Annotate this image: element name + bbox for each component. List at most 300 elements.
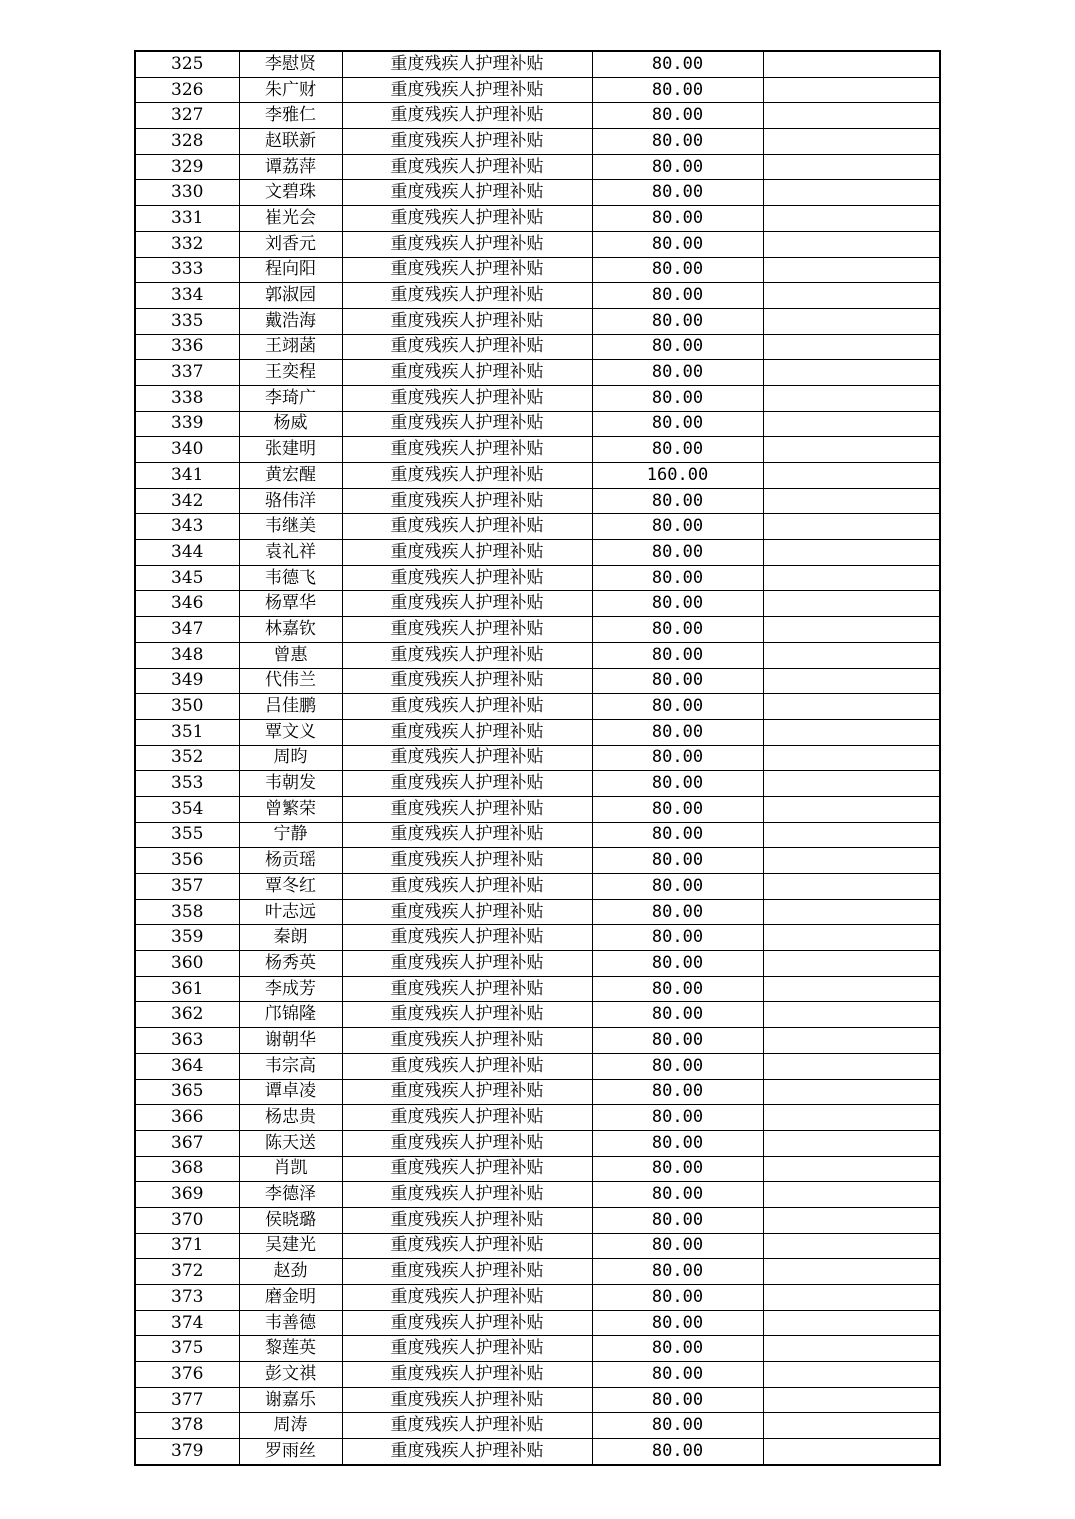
recipient-name-cell: 谭荔萍 <box>239 154 342 180</box>
table-row <box>135 103 940 129</box>
table-row <box>135 1028 940 1054</box>
amount-cell: 80.00 <box>592 1259 763 1285</box>
remark-cell <box>763 437 940 463</box>
recipient-name-cell: 赵劲 <box>239 1259 342 1285</box>
amount-cell: 80.00 <box>592 514 763 540</box>
amount-cell: 80.00 <box>592 1002 763 1028</box>
remark-cell <box>763 771 940 797</box>
remark-cell <box>763 180 940 206</box>
remark-cell <box>763 463 940 489</box>
recipient-name-cell: 林嘉钦 <box>239 617 342 643</box>
table-row <box>135 180 940 206</box>
row-number-cell: 351 <box>135 719 239 745</box>
recipient-name-cell: 朱广财 <box>239 77 342 103</box>
subsidy-type-cell: 重度残疾人护理补贴 <box>342 1182 592 1208</box>
row-number-cell: 338 <box>135 385 239 411</box>
row-number-cell: 372 <box>135 1259 239 1285</box>
table-row <box>135 976 940 1002</box>
subsidy-type-cell: 重度残疾人护理补贴 <box>342 257 592 283</box>
remark-cell <box>763 925 940 951</box>
amount-cell: 80.00 <box>592 129 763 155</box>
row-number-cell: 371 <box>135 1233 239 1259</box>
amount-cell: 80.00 <box>592 1387 763 1413</box>
table-row <box>135 719 940 745</box>
subsidy-type-cell: 重度残疾人护理补贴 <box>342 694 592 720</box>
subsidy-type-cell: 重度残疾人护理补贴 <box>342 283 592 309</box>
table-row <box>135 796 940 822</box>
table-row <box>135 1182 940 1208</box>
row-number-cell: 348 <box>135 642 239 668</box>
remark-cell <box>763 796 940 822</box>
remark-cell <box>763 976 940 1002</box>
row-number-cell: 326 <box>135 77 239 103</box>
row-number-cell: 367 <box>135 1130 239 1156</box>
remark-cell <box>763 1156 940 1182</box>
recipient-name-cell: 杨威 <box>239 411 342 437</box>
remark-cell <box>763 103 940 129</box>
subsidy-type-cell: 重度残疾人护理补贴 <box>342 719 592 745</box>
table-row <box>135 514 940 540</box>
recipient-name-cell: 李成芳 <box>239 976 342 1002</box>
amount-cell: 80.00 <box>592 874 763 900</box>
amount-cell: 80.00 <box>592 1310 763 1336</box>
remark-cell <box>763 1028 940 1054</box>
table-row <box>135 129 940 155</box>
subsidy-type-cell: 重度残疾人护理补贴 <box>342 617 592 643</box>
remark-cell <box>763 565 940 591</box>
row-number-cell: 327 <box>135 103 239 129</box>
amount-cell: 80.00 <box>592 1028 763 1054</box>
table-row <box>135 1362 940 1388</box>
table-row <box>135 1285 940 1311</box>
amount-cell: 80.00 <box>592 642 763 668</box>
recipient-name-cell: 韦善德 <box>239 1310 342 1336</box>
remark-cell <box>763 51 940 77</box>
subsidy-type-cell: 重度残疾人护理补贴 <box>342 591 592 617</box>
amount-cell: 80.00 <box>592 1362 763 1388</box>
amount-cell: 80.00 <box>592 848 763 874</box>
subsidy-type-cell: 重度残疾人护理补贴 <box>342 1285 592 1311</box>
row-number-cell: 344 <box>135 540 239 566</box>
amount-cell: 80.00 <box>592 308 763 334</box>
subsidy-type-cell: 重度残疾人护理补贴 <box>342 771 592 797</box>
recipient-name-cell: 杨贡瑶 <box>239 848 342 874</box>
subsidy-type-cell: 重度残疾人护理补贴 <box>342 796 592 822</box>
recipient-name-cell: 韦德飞 <box>239 565 342 591</box>
recipient-name-cell: 崔光会 <box>239 206 342 232</box>
recipient-name-cell: 肖凯 <box>239 1156 342 1182</box>
row-number-cell: 339 <box>135 411 239 437</box>
remark-cell <box>763 1336 940 1362</box>
table-row <box>135 1053 940 1079</box>
table-row <box>135 308 940 334</box>
table-row <box>135 1233 940 1259</box>
table-row <box>135 1079 940 1105</box>
row-number-cell: 370 <box>135 1207 239 1233</box>
table-row <box>135 617 940 643</box>
subsidy-type-cell: 重度残疾人护理补贴 <box>342 899 592 925</box>
row-number-cell: 360 <box>135 951 239 977</box>
row-number-cell: 373 <box>135 1285 239 1311</box>
recipient-name-cell: 陈天送 <box>239 1130 342 1156</box>
recipient-name-cell: 赵联新 <box>239 129 342 155</box>
subsidy-type-cell: 重度残疾人护理补贴 <box>342 822 592 848</box>
subsidy-type-cell: 重度残疾人护理补贴 <box>342 1207 592 1233</box>
remark-cell <box>763 745 940 771</box>
table-row <box>135 1105 940 1131</box>
row-number-cell: 346 <box>135 591 239 617</box>
recipient-name-cell: 侯晓璐 <box>239 1207 342 1233</box>
row-number-cell: 331 <box>135 206 239 232</box>
recipient-name-cell: 袁礼祥 <box>239 540 342 566</box>
remark-cell <box>763 1259 940 1285</box>
recipient-name-cell: 覃冬红 <box>239 874 342 900</box>
table-row <box>135 1259 940 1285</box>
table-row <box>135 848 940 874</box>
recipient-name-cell: 程向阳 <box>239 257 342 283</box>
subsidy-type-cell: 重度残疾人护理补贴 <box>342 103 592 129</box>
amount-cell: 80.00 <box>592 1233 763 1259</box>
recipient-name-cell: 戴浩海 <box>239 308 342 334</box>
subsidy-type-cell: 重度残疾人护理补贴 <box>342 488 592 514</box>
row-number-cell: 350 <box>135 694 239 720</box>
remark-cell <box>763 874 940 900</box>
table-row <box>135 51 940 77</box>
amount-cell: 80.00 <box>592 334 763 360</box>
remark-cell <box>763 642 940 668</box>
table-row <box>135 257 940 283</box>
row-number-cell: 368 <box>135 1156 239 1182</box>
recipient-name-cell: 韦继美 <box>239 514 342 540</box>
amount-cell: 80.00 <box>592 1413 763 1439</box>
row-number-cell: 376 <box>135 1362 239 1388</box>
table-row <box>135 540 940 566</box>
row-number-cell: 332 <box>135 231 239 257</box>
subsidy-type-cell: 重度残疾人护理补贴 <box>342 1362 592 1388</box>
amount-cell: 80.00 <box>592 822 763 848</box>
recipient-name-cell: 韦朝发 <box>239 771 342 797</box>
subsidy-type-cell: 重度残疾人护理补贴 <box>342 1413 592 1439</box>
table-row <box>135 1156 940 1182</box>
row-number-cell: 340 <box>135 437 239 463</box>
table-row <box>135 411 940 437</box>
amount-cell: 80.00 <box>592 283 763 309</box>
recipient-name-cell: 谢朝华 <box>239 1028 342 1054</box>
table-row <box>135 154 940 180</box>
amount-cell: 80.00 <box>592 360 763 386</box>
subsidy-type-cell: 重度残疾人护理补贴 <box>342 1259 592 1285</box>
remark-cell <box>763 1182 940 1208</box>
amount-cell: 80.00 <box>592 925 763 951</box>
recipient-name-cell: 张建明 <box>239 437 342 463</box>
remark-cell <box>763 1285 940 1311</box>
subsidy-type-cell: 重度残疾人护理补贴 <box>342 129 592 155</box>
remark-cell <box>763 848 940 874</box>
subsidy-table <box>134 50 941 1466</box>
remark-cell <box>763 385 940 411</box>
row-number-cell: 329 <box>135 154 239 180</box>
remark-cell <box>763 822 940 848</box>
remark-cell <box>763 1053 940 1079</box>
row-number-cell: 365 <box>135 1079 239 1105</box>
subsidy-type-cell: 重度残疾人护理补贴 <box>342 206 592 232</box>
subsidy-type-cell: 重度残疾人护理补贴 <box>342 51 592 77</box>
subsidy-type-cell: 重度残疾人护理补贴 <box>342 1028 592 1054</box>
subsidy-type-cell: 重度残疾人护理补贴 <box>342 1156 592 1182</box>
remark-cell <box>763 1079 940 1105</box>
row-number-cell: 378 <box>135 1413 239 1439</box>
subsidy-type-cell: 重度残疾人护理补贴 <box>342 180 592 206</box>
table-row <box>135 1336 940 1362</box>
subsidy-type-cell: 重度残疾人护理补贴 <box>342 334 592 360</box>
row-number-cell: 325 <box>135 51 239 77</box>
recipient-name-cell: 磨金明 <box>239 1285 342 1311</box>
amount-cell: 80.00 <box>592 1182 763 1208</box>
recipient-name-cell: 秦朗 <box>239 925 342 951</box>
remark-cell <box>763 231 940 257</box>
amount-cell: 80.00 <box>592 385 763 411</box>
row-number-cell: 352 <box>135 745 239 771</box>
remark-cell <box>763 129 940 155</box>
remark-cell <box>763 591 940 617</box>
subsidy-type-cell: 重度残疾人护理补贴 <box>342 437 592 463</box>
row-number-cell: 337 <box>135 360 239 386</box>
row-number-cell: 334 <box>135 283 239 309</box>
subsidy-type-cell: 重度残疾人护理补贴 <box>342 925 592 951</box>
remark-cell <box>763 1413 940 1439</box>
table-row <box>135 745 940 771</box>
subsidy-type-cell: 重度残疾人护理补贴 <box>342 951 592 977</box>
remark-cell <box>763 77 940 103</box>
recipient-name-cell: 覃文义 <box>239 719 342 745</box>
row-number-cell: 345 <box>135 565 239 591</box>
recipient-name-cell: 黎莲英 <box>239 1336 342 1362</box>
remark-cell <box>763 668 940 694</box>
table-row <box>135 1310 940 1336</box>
subsidy-type-cell: 重度残疾人护理补贴 <box>342 1130 592 1156</box>
recipient-name-cell: 郭淑园 <box>239 283 342 309</box>
amount-cell: 80.00 <box>592 1207 763 1233</box>
remark-cell <box>763 283 940 309</box>
amount-cell: 80.00 <box>592 565 763 591</box>
amount-cell: 80.00 <box>592 1285 763 1311</box>
recipient-name-cell: 李德泽 <box>239 1182 342 1208</box>
row-number-cell: 369 <box>135 1182 239 1208</box>
remark-cell <box>763 206 940 232</box>
remark-cell <box>763 1130 940 1156</box>
remark-cell <box>763 951 940 977</box>
recipient-name-cell: 李慰贤 <box>239 51 342 77</box>
recipient-name-cell: 谭卓凌 <box>239 1079 342 1105</box>
amount-cell: 80.00 <box>592 617 763 643</box>
row-number-cell: 333 <box>135 257 239 283</box>
amount-cell: 80.00 <box>592 1079 763 1105</box>
table-row <box>135 488 940 514</box>
table-row <box>135 1130 940 1156</box>
amount-cell: 80.00 <box>592 899 763 925</box>
table-row <box>135 565 940 591</box>
amount-cell: 80.00 <box>592 1053 763 1079</box>
recipient-name-cell: 韦宗高 <box>239 1053 342 1079</box>
table-row <box>135 1207 940 1233</box>
table-row <box>135 1439 940 1465</box>
table-row <box>135 1002 940 1028</box>
row-number-cell: 330 <box>135 180 239 206</box>
row-number-cell: 336 <box>135 334 239 360</box>
recipient-name-cell: 吕佳鹏 <box>239 694 342 720</box>
row-number-cell: 377 <box>135 1387 239 1413</box>
amount-cell: 80.00 <box>592 1130 763 1156</box>
table-row <box>135 334 940 360</box>
subsidy-type-cell: 重度残疾人护理补贴 <box>342 1310 592 1336</box>
row-number-cell: 374 <box>135 1310 239 1336</box>
row-number-cell: 358 <box>135 899 239 925</box>
subsidy-type-cell: 重度残疾人护理补贴 <box>342 976 592 1002</box>
recipient-name-cell: 黄宏醒 <box>239 463 342 489</box>
table-row <box>135 668 940 694</box>
subsidy-type-cell: 重度残疾人护理补贴 <box>342 1439 592 1465</box>
subsidy-table-body <box>135 51 940 1465</box>
subsidy-type-cell: 重度残疾人护理补贴 <box>342 745 592 771</box>
remark-cell <box>763 488 940 514</box>
table-row <box>135 77 940 103</box>
recipient-name-cell: 杨秀英 <box>239 951 342 977</box>
subsidy-type-cell: 重度残疾人护理补贴 <box>342 463 592 489</box>
recipient-name-cell: 罗雨丝 <box>239 1439 342 1465</box>
row-number-cell: 328 <box>135 129 239 155</box>
subsidy-type-cell: 重度残疾人护理补贴 <box>342 848 592 874</box>
row-number-cell: 379 <box>135 1439 239 1465</box>
table-row <box>135 360 940 386</box>
remark-cell <box>763 1002 940 1028</box>
remark-cell <box>763 257 940 283</box>
row-number-cell: 341 <box>135 463 239 489</box>
table-row <box>135 206 940 232</box>
subsidy-type-cell: 重度残疾人护理补贴 <box>342 1233 592 1259</box>
table-row <box>135 463 940 489</box>
remark-cell <box>763 308 940 334</box>
amount-cell: 80.00 <box>592 1105 763 1131</box>
row-number-cell: 357 <box>135 874 239 900</box>
amount-cell: 80.00 <box>592 180 763 206</box>
recipient-name-cell: 叶志远 <box>239 899 342 925</box>
row-number-cell: 362 <box>135 1002 239 1028</box>
recipient-name-cell: 杨忠贵 <box>239 1105 342 1131</box>
amount-cell: 80.00 <box>592 668 763 694</box>
amount-cell: 80.00 <box>592 437 763 463</box>
recipient-name-cell: 骆伟洋 <box>239 488 342 514</box>
amount-cell: 80.00 <box>592 411 763 437</box>
amount-cell: 80.00 <box>592 591 763 617</box>
subsidy-type-cell: 重度残疾人护理补贴 <box>342 1002 592 1028</box>
subsidy-type-cell: 重度残疾人护理补贴 <box>342 385 592 411</box>
amount-cell: 80.00 <box>592 694 763 720</box>
amount-cell: 80.00 <box>592 488 763 514</box>
row-number-cell: 354 <box>135 796 239 822</box>
row-number-cell: 356 <box>135 848 239 874</box>
table-row <box>135 283 940 309</box>
subsidy-type-cell: 重度残疾人护理补贴 <box>342 668 592 694</box>
amount-cell: 80.00 <box>592 1156 763 1182</box>
amount-cell: 80.00 <box>592 1439 763 1465</box>
amount-cell: 80.00 <box>592 771 763 797</box>
amount-cell: 80.00 <box>592 154 763 180</box>
amount-cell: 80.00 <box>592 745 763 771</box>
subsidy-type-cell: 重度残疾人护理补贴 <box>342 360 592 386</box>
remark-cell <box>763 1310 940 1336</box>
table-row <box>135 822 940 848</box>
table-row <box>135 951 940 977</box>
row-number-cell: 353 <box>135 771 239 797</box>
subsidy-type-cell: 重度残疾人护理补贴 <box>342 874 592 900</box>
row-number-cell: 359 <box>135 925 239 951</box>
amount-cell: 80.00 <box>592 540 763 566</box>
remark-cell <box>763 154 940 180</box>
subsidy-type-cell: 重度残疾人护理补贴 <box>342 1079 592 1105</box>
amount-cell: 80.00 <box>592 257 763 283</box>
row-number-cell: 375 <box>135 1336 239 1362</box>
table-row <box>135 642 940 668</box>
recipient-name-cell: 周涛 <box>239 1413 342 1439</box>
subsidy-type-cell: 重度残疾人护理补贴 <box>342 77 592 103</box>
recipient-name-cell: 彭文祺 <box>239 1362 342 1388</box>
recipient-name-cell: 吴建光 <box>239 1233 342 1259</box>
subsidy-type-cell: 重度残疾人护理补贴 <box>342 540 592 566</box>
recipient-name-cell: 曾繁荣 <box>239 796 342 822</box>
remark-cell <box>763 1233 940 1259</box>
row-number-cell: 347 <box>135 617 239 643</box>
remark-cell <box>763 411 940 437</box>
recipient-name-cell: 王奕程 <box>239 360 342 386</box>
subsidy-type-cell: 重度残疾人护理补贴 <box>342 411 592 437</box>
subsidy-type-cell: 重度残疾人护理补贴 <box>342 1105 592 1131</box>
amount-cell: 80.00 <box>592 976 763 1002</box>
recipient-name-cell: 宁静 <box>239 822 342 848</box>
table-row <box>135 694 940 720</box>
table-row <box>135 385 940 411</box>
table-row <box>135 874 940 900</box>
amount-cell: 80.00 <box>592 206 763 232</box>
subsidy-type-cell: 重度残疾人护理补贴 <box>342 642 592 668</box>
amount-cell: 80.00 <box>592 796 763 822</box>
amount-cell: 80.00 <box>592 51 763 77</box>
subsidy-type-cell: 重度残疾人护理补贴 <box>342 1336 592 1362</box>
remark-cell <box>763 514 940 540</box>
remark-cell <box>763 1207 940 1233</box>
amount-cell: 80.00 <box>592 719 763 745</box>
recipient-name-cell: 周昀 <box>239 745 342 771</box>
recipient-name-cell: 刘香元 <box>239 231 342 257</box>
table-row <box>135 899 940 925</box>
recipient-name-cell: 曾惠 <box>239 642 342 668</box>
remark-cell <box>763 719 940 745</box>
table-row <box>135 231 940 257</box>
subsidy-type-cell: 重度残疾人护理补贴 <box>342 154 592 180</box>
subsidy-type-cell: 重度残疾人护理补贴 <box>342 514 592 540</box>
recipient-name-cell: 文碧珠 <box>239 180 342 206</box>
amount-cell: 160.00 <box>592 463 763 489</box>
row-number-cell: 361 <box>135 976 239 1002</box>
remark-cell <box>763 360 940 386</box>
row-number-cell: 335 <box>135 308 239 334</box>
remark-cell <box>763 617 940 643</box>
subsidy-type-cell: 重度残疾人护理补贴 <box>342 1053 592 1079</box>
subsidy-type-cell: 重度残疾人护理补贴 <box>342 231 592 257</box>
remark-cell <box>763 899 940 925</box>
amount-cell: 80.00 <box>592 103 763 129</box>
remark-cell <box>763 1105 940 1131</box>
subsidy-type-cell: 重度残疾人护理补贴 <box>342 308 592 334</box>
